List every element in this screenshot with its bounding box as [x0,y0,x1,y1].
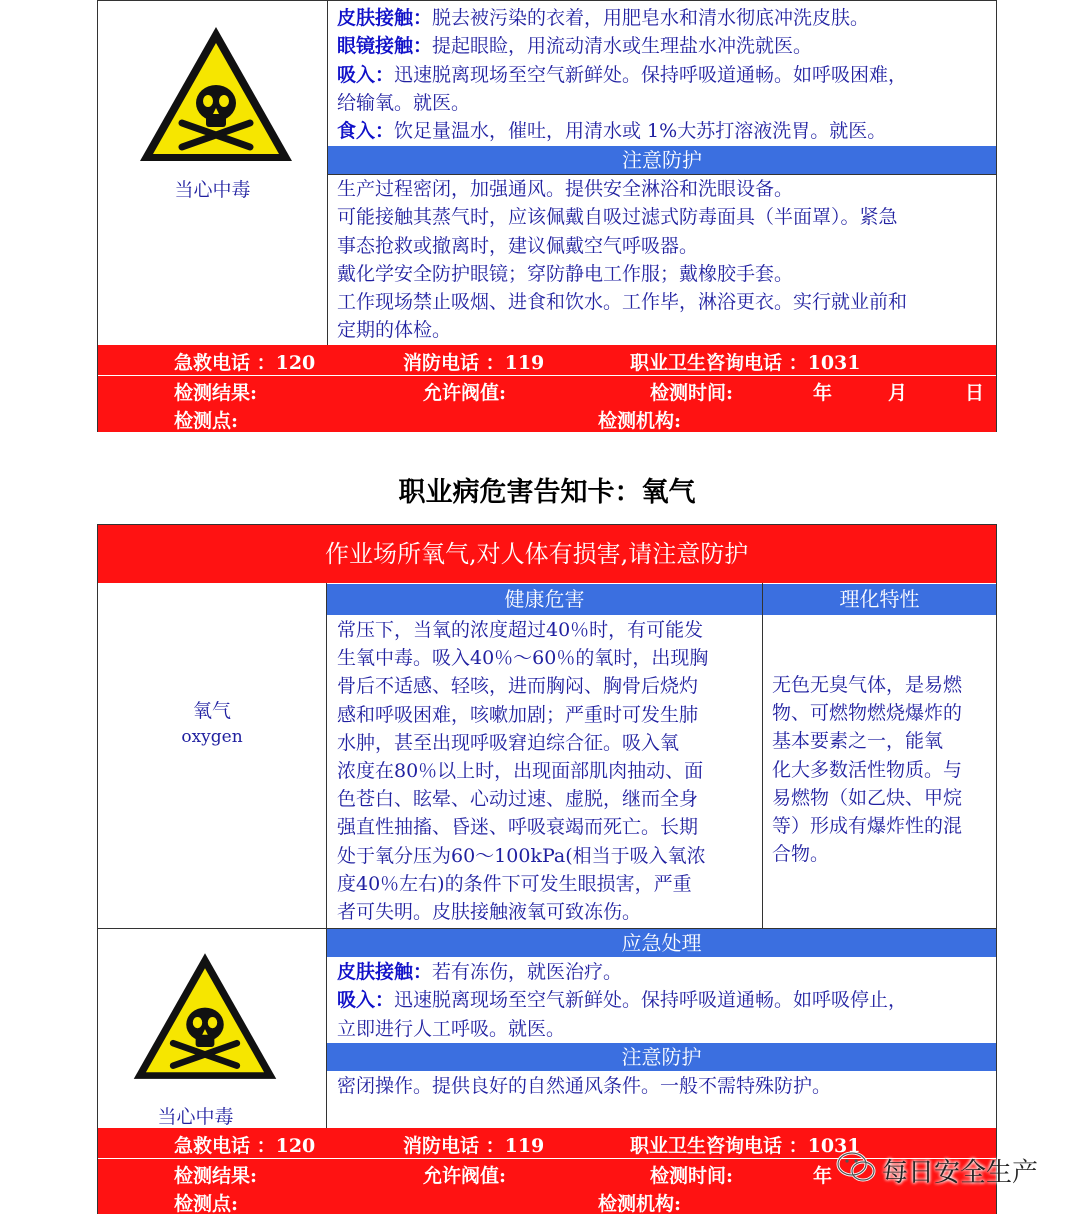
first-aid-line: 吸入：迅速脱离现场至空气新鲜处。保持呼吸道通畅。如呼吸困难， [337,63,908,86]
first-aid-line: 眼镜接触：提起眼睑，用流动清水或生理盐水冲洗就医。 [337,35,813,58]
occupational-phone: 职业卫生咨询电话 ：1031 [630,1135,861,1157]
warning-sign-cell [98,1,327,345]
emergency-header: 应急处理 [327,929,996,957]
emergency-line: 吸入：迅速脱离现场至空气新鲜处。保持呼吸道通畅。如呼吸停止， [337,989,908,1012]
hazard-banner: 作业场所氧气,对人体有损害,请注意防护 [98,525,996,583]
detection-info-bar: 检测结果: 允许阀值: 检测时间: 年 月 日 检测点: 检测机构: [98,376,996,432]
poison-warning-icon [130,945,280,1087]
fire-phone: 消防电话 ：119 [403,352,545,374]
emergency-phone-bar [98,345,996,375]
first-aid-line: 食入：饮足量温水，催吐，用清水或 1%大苏打溶液洗胃。就医。 [337,120,887,143]
emergency-line: 立即进行人工呼吸。就医。 [337,1017,566,1040]
protection-header: 注意防护 [328,146,996,174]
fire-phone: 消防电话 ：119 [403,1135,545,1157]
health-hazard-header: 健康危害 [327,584,762,615]
substance-name-cell [98,697,326,749]
notice-card-top [97,0,997,432]
protection-section: 密闭操作。提供良好的自然通风条件。一般不需特殊防护。 [337,1075,832,1097]
substance-name-cn: 氧气 [192,700,231,722]
notice-card-oxygen [97,524,997,1214]
wechat-icon [836,1150,878,1184]
emergency-phone: 急救电话 ：120 [174,352,316,374]
first-aid-line: 皮肤接触：脱去被污染的衣着，用肥皂水和清水彻底冲洗皮肤。 [337,7,870,29]
protection-header: 注意防护 [327,1043,996,1071]
emergency-phone: 急救电话 ：120 [174,1135,316,1157]
first-aid-section [337,4,987,145]
emergency-section [337,958,987,1043]
occupational-phone: 职业卫生咨询电话 ：1031 [630,352,861,374]
physical-properties-header: 理化特性 [763,584,996,615]
sign-label: 当心中毒 [157,1106,234,1128]
watermark-text: 每日安全生产 [882,1158,1039,1188]
emergency-line: 皮肤接触：若有冻伤，就医治疗。 [337,961,623,983]
physical-properties-text: 无色无臭气体，是易燃 物、可燃物燃烧爆炸的 基本要素之一，能氧 化大多数活性物质。与 易燃物（如乙炔、甲烷 等）形成有爆炸性的混 合物。 [772,674,963,866]
sign-label: 当心中毒 [174,179,251,201]
protection-section: 生产过程密闭，加强通风。提供安全淋浴和洗眼设备。 可能接触其蒸气时，应该佩戴自吸过滤式防毒面具（半面罩）。紧急 事态抢救或撤离时，建议佩戴空气呼吸器。 戴化学安全防护眼镜；穿防静电工作服；戴橡胶手套。 工作现场禁止吸烟、进食和饮水。工作毕，淋浴更衣。实行就业前和 定期的体检。 [337,178,908,342]
warning-sign-cell [98,929,326,1128]
poison-warning-icon [136,23,296,165]
first-aid-line: 给输氧。就医。 [337,91,471,114]
substance-name-en: oxygen [181,727,243,747]
detection-info-bar: 检测结果: 允许阀值: 检测时间: 年 检测点: 检测机构: [98,1159,996,1214]
health-hazard-text: 常压下，当氧的浓度超过40％时，有可能发 生氧中毒。吸入40％～60％的氧时，出现胸 骨后不适感、轻咳，进而胸闷、胸骨后烧灼 感和呼吸困难，咳嗽加剧；严重时可发生肺 水肿，甚至出现呼吸窘迫综合征。吸入氧 浓度在80％以上时，出现面部肌肉抽动、面 色苍白、眩晕、心动过速、虚脱，继而全身 强直性抽搐、昏迷、呼吸衰竭而死亡。长期 处于氧分压为60～100kPa(相当于吸入氧浓 度40％左右)的条件下可发生眼损害，严重 者可失明。皮肤接触液氧可致冻伤。 [337,619,709,924]
page-title: 职业病危害告知卡：氧气 [398,477,696,508]
